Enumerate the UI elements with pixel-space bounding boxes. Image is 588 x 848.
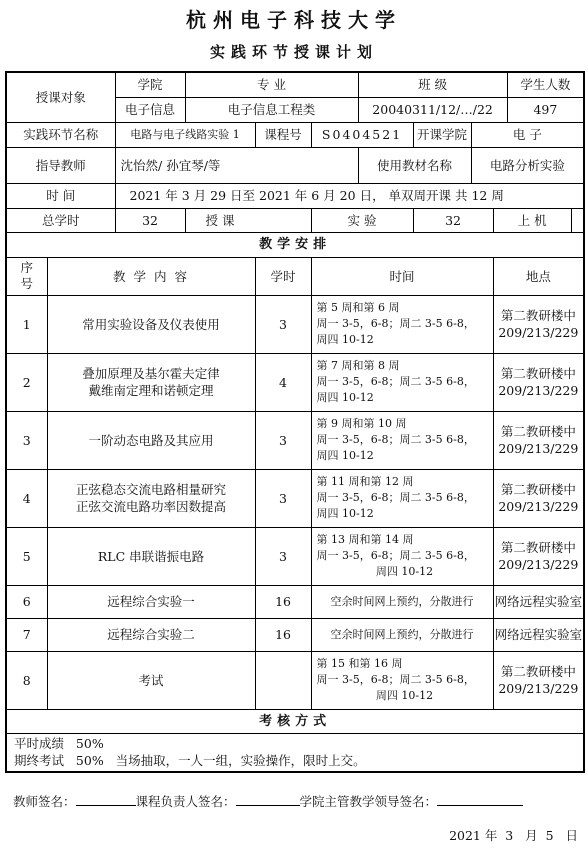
target-label: 授课对象	[6, 72, 115, 122]
row-time-line: 第 7 周和第 8 周	[316, 359, 400, 372]
row-content-line: 戴维南定理和诺顿定理	[88, 383, 214, 398]
row-time-line: 第 5 周和第 6 周	[316, 301, 400, 314]
college-lead-sign-label: 学院主管教学领导签名：	[299, 794, 438, 809]
assessment-line-final: 期终考试 50% 当场抽取，一人一组，实验操作，限时上交。	[14, 753, 366, 769]
sign-date: 2021 年 3 月 5 日	[449, 828, 578, 843]
schedule-row	[6, 295, 584, 353]
row-time-line: 周四 10-12	[375, 689, 434, 702]
course-no-label: 课程号	[255, 122, 311, 147]
row-place-line: 209/213/229	[498, 499, 579, 514]
row-no: 8	[6, 651, 47, 709]
row-place	[493, 411, 584, 469]
row-time	[311, 295, 493, 353]
row-hours: 3	[255, 527, 311, 585]
row-hours: 3	[255, 295, 311, 353]
class-value: 20040311/12/…/22	[358, 97, 507, 122]
row-hours: 3	[255, 469, 311, 527]
course-lead-sign-label: 课程负责人签名：	[135, 794, 236, 809]
row-content-line: 远程综合实验二	[107, 627, 195, 642]
row-place	[493, 295, 584, 353]
row-time-line: 周四 10-12	[316, 449, 374, 462]
row-time-line: 第 9 周和第 10 周	[316, 417, 407, 430]
total-hours-label: 总学时	[6, 208, 115, 232]
textbook-label: 使用教材名称	[358, 147, 471, 183]
class-label: 班 级	[358, 72, 507, 97]
row-content-line: 一阶动态电路及其应用	[88, 432, 214, 448]
row-time	[311, 527, 493, 585]
row-content-line: 考试	[138, 672, 164, 688]
row-place-line: 209/213/229	[498, 441, 579, 456]
row-content	[47, 411, 255, 469]
course-name-value: 电路与电子线路实验 1	[115, 122, 255, 147]
row-time-line: 周一 3-5，6-8；周二 3-5 6-8，	[316, 491, 475, 504]
dept-label: 开课学院	[413, 122, 471, 147]
schedule-row	[6, 353, 584, 411]
textbook-value: 电路分析实验	[471, 147, 584, 183]
course-lead-sign-blank[interactable]	[236, 793, 300, 806]
col-hours-header: 学时	[255, 257, 311, 295]
row-content	[47, 618, 255, 651]
row-content-line: 正弦交流电路功率因数提高	[76, 499, 227, 514]
total-hours-value: 32	[115, 208, 185, 232]
teacher-value: 沈怡然/ 孙宜琴/等	[115, 147, 358, 183]
row-time-line: 周四 10-12	[316, 507, 374, 520]
row-no: 2	[6, 353, 47, 411]
teacher-sign-blank[interactable]	[76, 793, 136, 806]
lecture-label: 授 课	[185, 208, 255, 232]
row-content-line: 远程综合实验一	[107, 594, 195, 609]
college-value: 电子信息	[115, 97, 185, 122]
col-time-header: 时间	[311, 257, 493, 295]
row-no: 7	[6, 618, 47, 651]
row-content-line: 正弦稳态交流电路相量研究	[76, 482, 227, 497]
lecture-value	[255, 208, 311, 232]
row-place	[493, 527, 584, 585]
schedule-row	[6, 411, 584, 469]
row-content	[47, 469, 255, 527]
plan-subtitle: 实践环节授课计划	[209, 43, 378, 61]
row-hours: 16	[255, 585, 311, 618]
row-time	[311, 353, 493, 411]
row-no: 4	[6, 469, 47, 527]
row-no: 3	[6, 411, 47, 469]
assessment-body	[6, 733, 584, 772]
schedule-row	[6, 527, 584, 585]
row-time-line: 周四 10-12	[375, 565, 434, 578]
row-place	[493, 469, 584, 527]
lab-value: 32	[413, 208, 493, 232]
course-no-value: S0404521	[311, 122, 413, 147]
time-label: 时 间	[6, 183, 115, 208]
row-content-line: 常用实验设备及仪表使用	[82, 316, 220, 332]
assessment-line-usual: 平时成绩 50%	[14, 736, 104, 752]
college-lead-sign-blank[interactable]	[437, 793, 523, 806]
row-time-line: 周一 3-5，6-8；周二 3-5 6-8，	[316, 317, 475, 330]
row-hours: 16	[255, 618, 311, 651]
major-value: 电子信息工程类	[185, 97, 358, 122]
students-label: 学生人数	[507, 72, 584, 97]
row-time-line: 周一 3-5，6-8；周二 3-5 6-8，	[316, 375, 475, 388]
row-place-line: 209/213/229	[498, 557, 579, 572]
row-place-line: 网络远程实验室	[494, 594, 583, 609]
college-label: 学院	[115, 72, 185, 97]
row-hours: 3	[255, 411, 311, 469]
row-place-line: 网络远程实验室	[494, 627, 583, 642]
row-content	[47, 585, 255, 618]
schedule-row	[6, 618, 584, 651]
row-content-line: 叠加原理及基尔霍夫定律	[82, 366, 220, 381]
row-hours: 4	[255, 353, 311, 411]
schedule-section-title: 教学安排	[6, 232, 584, 257]
row-place-line: 第二教研楼中	[500, 366, 576, 381]
row-place-line: 第二教研楼中	[500, 308, 576, 323]
row-content-line: RLC 串联谐振电路	[97, 548, 205, 564]
row-place-line: 第二教研楼中	[500, 540, 576, 555]
machine-value	[571, 208, 584, 232]
row-time-line: 周一 3-5，6-8；周二 3-5 6-8，	[316, 549, 475, 562]
row-time-line: 空余时间网上预约，分散进行	[330, 594, 474, 608]
row-content	[47, 527, 255, 585]
time-value: 2021 年 3 月 29 日至 2021 年 6 月 20 日， 单双周开课 共 12 周	[115, 183, 584, 208]
dept-value: 电 子	[471, 122, 584, 147]
row-time	[311, 585, 493, 618]
course-name-label: 实践环节名称	[6, 122, 115, 147]
row-time-line: 周四 10-12	[316, 391, 374, 404]
row-no: 1	[6, 295, 47, 353]
schedule-row	[6, 651, 584, 709]
major-label: 专 业	[185, 72, 358, 97]
row-time-line: 第 11 周和第 12 周	[316, 475, 414, 488]
row-time-line: 空余时间网上预约，分散进行	[330, 627, 474, 641]
signature-line	[13, 792, 523, 810]
row-time-line: 周一 3-5，6-8；周二 3-5 6-8，	[316, 433, 475, 446]
university-title: 杭州电子科技大学	[186, 8, 402, 32]
row-no: 6	[6, 585, 47, 618]
row-time	[311, 651, 493, 709]
row-time-line: 第 13 周和第 14 周	[316, 533, 414, 546]
row-content	[47, 295, 255, 353]
row-place	[493, 618, 584, 651]
row-place	[493, 651, 584, 709]
row-time	[311, 411, 493, 469]
row-place-line: 第二教研楼中	[500, 664, 576, 679]
row-time-line: 周四 10-12	[316, 333, 374, 346]
row-hours	[255, 651, 311, 709]
schedule-row	[6, 585, 584, 618]
row-time	[311, 469, 493, 527]
col-content-header: 教 学 内 容	[47, 257, 255, 295]
row-time-line: 第 15 和第 16 周	[316, 657, 403, 670]
col-no-header: 序号	[6, 257, 47, 295]
col-place-header: 地点	[493, 257, 584, 295]
row-no: 5	[6, 527, 47, 585]
teacher-label: 指导教师	[6, 147, 115, 183]
row-time	[311, 618, 493, 651]
row-content	[47, 353, 255, 411]
row-time-line: 周一 3-5，6-8；周二 3-5 6-8，	[316, 673, 475, 686]
lab-label: 实 验	[311, 208, 413, 232]
row-place	[493, 353, 584, 411]
row-place	[493, 585, 584, 618]
row-place-line: 209/213/229	[498, 325, 579, 340]
row-place-line: 第二教研楼中	[500, 424, 576, 439]
teacher-sign-label: 教师签名：	[13, 794, 76, 809]
machine-label: 上 机	[493, 208, 571, 232]
row-place-line: 第二教研楼中	[500, 482, 576, 497]
row-content	[47, 651, 255, 709]
schedule-row	[6, 469, 584, 527]
row-place-line: 209/213/229	[498, 383, 579, 398]
plan-table	[5, 71, 585, 773]
assessment-section-title: 考核方式	[6, 709, 584, 733]
row-place-line: 209/213/229	[498, 681, 579, 696]
students-value: 497	[507, 97, 584, 122]
